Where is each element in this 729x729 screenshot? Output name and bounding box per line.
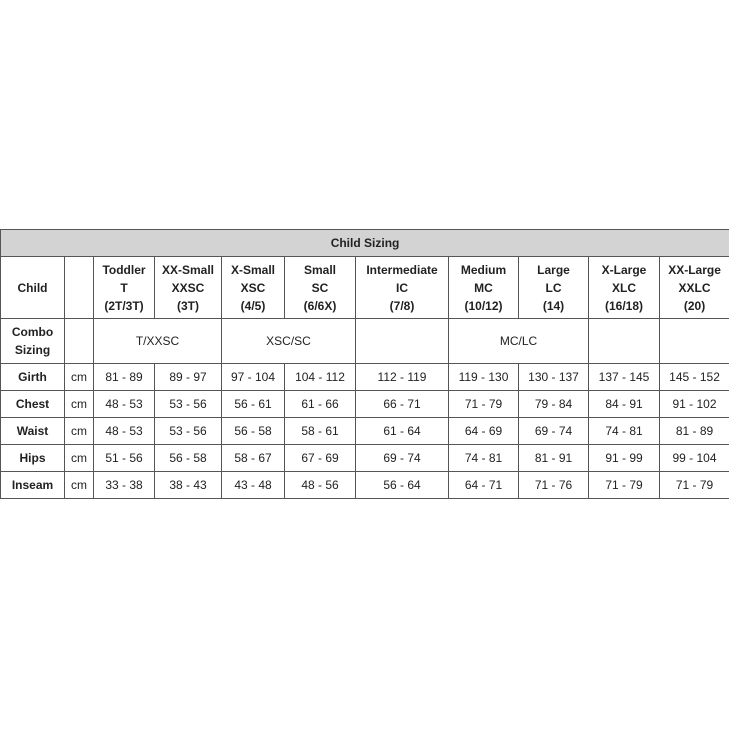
table-cell: 91 - 99 — [589, 445, 660, 472]
table-cell: 66 - 71 — [356, 391, 449, 418]
table-cell: 71 - 79 — [589, 472, 660, 499]
combo-group-empty — [660, 319, 729, 364]
table-cell: 81 - 89 — [94, 364, 155, 391]
combo-group-t-xxsc: T/XXSC — [94, 319, 222, 364]
header-unit-cell — [65, 257, 94, 319]
size-header-toddler — [94, 257, 155, 319]
table-cell: 89 - 97 — [155, 364, 222, 391]
row-label: Waist — [1, 418, 65, 445]
row-label: Chest — [1, 391, 65, 418]
table-cell: 58 - 67 — [222, 445, 285, 472]
table-cell: 69 - 74 — [519, 418, 589, 445]
size-header-intermediate — [356, 257, 449, 319]
table-cell: 43 - 48 — [222, 472, 285, 499]
table-cell: 145 - 152 — [660, 364, 729, 391]
size-header-x-small — [222, 257, 285, 319]
size-code: LC — [545, 280, 562, 295]
table-cell: 112 - 119 — [356, 364, 449, 391]
size-header-row — [1, 257, 729, 319]
size-range: (14) — [542, 298, 565, 313]
table-cell: 33 - 38 — [94, 472, 155, 499]
size-header-small — [285, 257, 356, 319]
size-range: (2T/3T) — [104, 298, 144, 313]
table-row-inseam — [1, 472, 729, 499]
table-cell: 48 - 53 — [94, 391, 155, 418]
combo-label — [1, 319, 65, 364]
table-cell: 58 - 61 — [285, 418, 356, 445]
size-range: (6/6X) — [303, 298, 337, 313]
size-name: Small — [303, 262, 336, 277]
table-cell: 74 - 81 — [589, 418, 660, 445]
table-row-hips — [1, 445, 729, 472]
table-cell: 91 - 102 — [660, 391, 729, 418]
size-name: XX-Large — [668, 262, 721, 277]
table-cell: 97 - 104 — [222, 364, 285, 391]
table-cell: 64 - 69 — [449, 418, 519, 445]
table-cell: 119 - 130 — [449, 364, 519, 391]
table-cell: 56 - 58 — [222, 418, 285, 445]
table-row-waist — [1, 418, 729, 445]
size-code: XXSC — [171, 280, 205, 295]
table-cell: 104 - 112 — [285, 364, 356, 391]
table-cell: 56 - 58 — [155, 445, 222, 472]
size-code: IC — [396, 280, 408, 295]
size-range: (3T) — [177, 298, 199, 313]
table-cell: 130 - 137 — [519, 364, 589, 391]
size-code: XSC — [240, 280, 266, 295]
child-sizing-table — [0, 229, 729, 499]
table-cell: 79 - 84 — [519, 391, 589, 418]
table-cell: 56 - 64 — [356, 472, 449, 499]
table-cell: 38 - 43 — [155, 472, 222, 499]
unit-cell: cm — [65, 472, 94, 499]
title-row — [1, 230, 729, 257]
table-cell: 48 - 53 — [94, 418, 155, 445]
size-header-x-large — [589, 257, 660, 319]
size-code: XLC — [612, 280, 636, 295]
size-name: Large — [537, 262, 570, 277]
table-cell: 48 - 56 — [285, 472, 356, 499]
size-name: X-Large — [601, 262, 647, 277]
unit-cell: cm — [65, 364, 94, 391]
table-cell: 71 - 79 — [449, 391, 519, 418]
table-cell: 53 - 56 — [155, 418, 222, 445]
size-header-large — [519, 257, 589, 319]
table-cell: 64 - 71 — [449, 472, 519, 499]
size-name: Toddler — [102, 262, 146, 277]
table-cell: 71 - 79 — [660, 472, 729, 499]
table-title: Child Sizing — [1, 230, 729, 257]
size-code: MC — [474, 280, 493, 295]
combo-group-xsc-sc: XSC/SC — [222, 319, 356, 364]
combo-group-mc-lc: MC/LC — [449, 319, 589, 364]
table-cell: 51 - 56 — [94, 445, 155, 472]
table-row-girth — [1, 364, 729, 391]
table-cell: 61 - 66 — [285, 391, 356, 418]
size-code: SC — [311, 280, 329, 295]
table-cell: 56 - 61 — [222, 391, 285, 418]
size-name: Medium — [460, 262, 507, 277]
size-range: (4/5) — [240, 298, 266, 313]
combo-group-empty — [356, 319, 449, 364]
table-cell: 61 - 64 — [356, 418, 449, 445]
table-cell: 81 - 89 — [660, 418, 729, 445]
unit-cell: cm — [65, 445, 94, 472]
size-range: (20) — [683, 298, 706, 313]
size-name: X-Small — [230, 262, 275, 277]
header-row-label: Child — [1, 257, 65, 319]
combo-label-line: Combo — [11, 325, 54, 339]
combo-unit-cell — [65, 319, 94, 364]
table-cell: 84 - 91 — [589, 391, 660, 418]
combo-sizing-row — [1, 319, 729, 364]
size-header-xx-large — [660, 257, 729, 319]
size-code: T — [120, 280, 128, 295]
row-label: Hips — [1, 445, 65, 472]
combo-label-line: Sizing — [14, 343, 51, 357]
unit-cell: cm — [65, 418, 94, 445]
table-cell: 81 - 91 — [519, 445, 589, 472]
table-row-chest — [1, 391, 729, 418]
table-cell: 99 - 104 — [660, 445, 729, 472]
combo-group-empty — [589, 319, 660, 364]
table-cell: 71 - 76 — [519, 472, 589, 499]
size-name: Intermediate — [366, 262, 438, 277]
size-name: XX-Small — [161, 262, 215, 277]
size-header-medium — [449, 257, 519, 319]
table-cell: 53 - 56 — [155, 391, 222, 418]
row-label: Inseam — [1, 472, 65, 499]
row-label: Girth — [1, 364, 65, 391]
size-range: (10/12) — [464, 298, 503, 313]
table-cell: 67 - 69 — [285, 445, 356, 472]
table-cell: 137 - 145 — [589, 364, 660, 391]
size-range: (16/18) — [604, 298, 644, 313]
size-code: XXLC — [678, 280, 711, 295]
table-cell: 69 - 74 — [356, 445, 449, 472]
size-header-xx-small — [155, 257, 222, 319]
table-cell: 74 - 81 — [449, 445, 519, 472]
unit-cell: cm — [65, 391, 94, 418]
size-range: (7/8) — [389, 298, 415, 313]
